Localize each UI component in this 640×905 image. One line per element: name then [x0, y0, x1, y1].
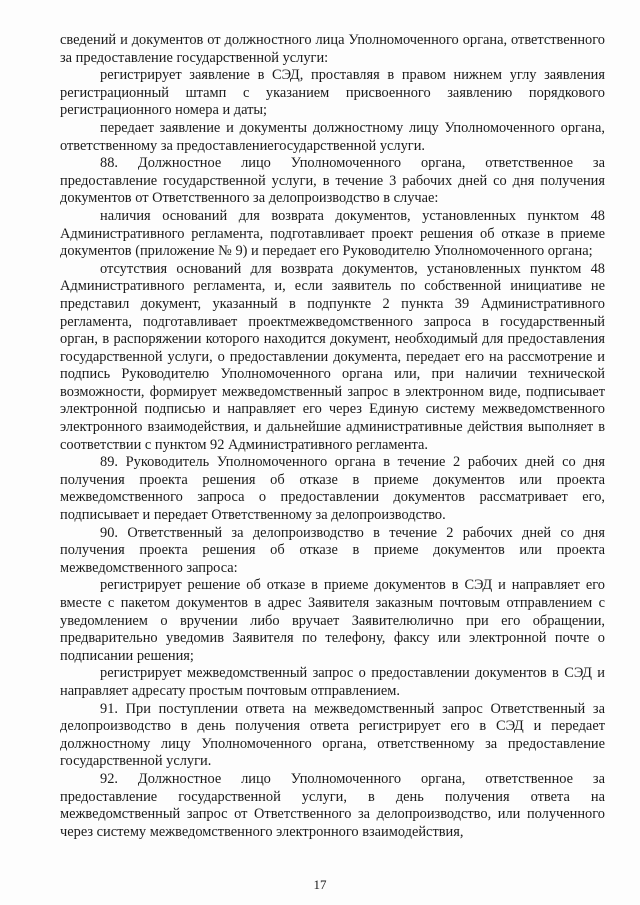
paragraph: регистрирует заявление в СЭД, проставляя в правом нижнем углу заявления регистрационный штамп с указанием присвоенного заявлению порядкового регистрационного номера и даты; — [60, 67, 605, 119]
paragraph: наличия оснований для возврата документов, установленных пунктом 48 Административного регламента, подготавливает проект решения об отказе в приеме документов (приложение № 9) и передает его Руководителю Уполномоченного органа; — [60, 207, 605, 260]
paragraph: 90. Ответственный за делопроизводство в течение 2 рабочих дней со дня получения проекта решения об отказе в приеме документов или проекта межведомственного запроса: — [60, 524, 605, 576]
paragraph: 91. При поступлении ответа на межведомственный запрос Ответственный за делопроизводство в день получения ответа регистрирует его в СЭД и передает должностному лицу Уполномоченного органа, ответственному за предоставление государственной услуги. — [60, 700, 605, 770]
page-number: 17 — [313, 877, 327, 892]
paragraph: сведений и документов от должностного лица Уполномоченного органа, ответственного за предоставление государственной услуги: — [60, 32, 605, 66]
paragraph: 88. Должностное лицо Уполномоченного органа, ответственное за предоставление государственной услуги, в течение 3 рабочих дней со дня получения документов от Ответственного за делопроизводство в случае: — [60, 155, 605, 207]
paragraph: 92. Должностное лицо Уполномоченного органа, ответственное за предоставление государственной услуги, в день получения ответа на межведомственный запрос от Ответственного за делопроизводство, или полученного через систему межведомственного электронного взаимодействия, — [60, 770, 605, 840]
paragraph: 89. Руководитель Уполномоченного органа в течение 2 рабочих дней со дня получения проекта решения об отказе в приеме документов или проекта межведомственного запроса о предоставлении документов рассматривает его, подписывает и передает Ответственному за делопроизводство. — [60, 454, 605, 524]
paragraph: отсутствия оснований для возврата документов, установленных пунктом 48 Административного регламента, и, если заявитель по собственной инициативе не представил документ, указанный в подпункте 2 пункта 39 Административного регламента, подготавливает проектмежведомственного запроса в государственный орган, в распоряжении которого находится документ, необходимый для предоставления государственной услуги, о предоставлении документа, передает его на рассмотрение и подпись Руководителю Уполномоченного органа или, при наличии технической возможности, формирует межведомственный запрос в электронном виде, подписывает электронной подписью и направляет его через Единую систему межведомственного электронного взаимодействия, и дальнейшие административные действия выполняет в соответствии с пунктом 92 Административного регламента. — [60, 260, 605, 453]
paragraph: регистрирует решение об отказе в приеме документов в СЭД и направляет его вместе с пакетом документов в адрес Заявителя заказным почтовым отправлением с уведомлением о вручении либо вручает Заявителюлично при его обращении, предварительно уведомив Заявителя по телефону, факсу или электронной почте о подписании решения; — [60, 577, 605, 664]
document-body — [60, 32, 605, 841]
paragraph: регистрирует межведомственный запрос о предоставлении документов в СЭД и направляет адресату простым почтовым отправлением. — [60, 665, 605, 699]
paragraph: передает заявление и документы должностному лицу Уполномоченного органа, ответственному за предоставлениегосударственной услуги. — [60, 119, 605, 154]
